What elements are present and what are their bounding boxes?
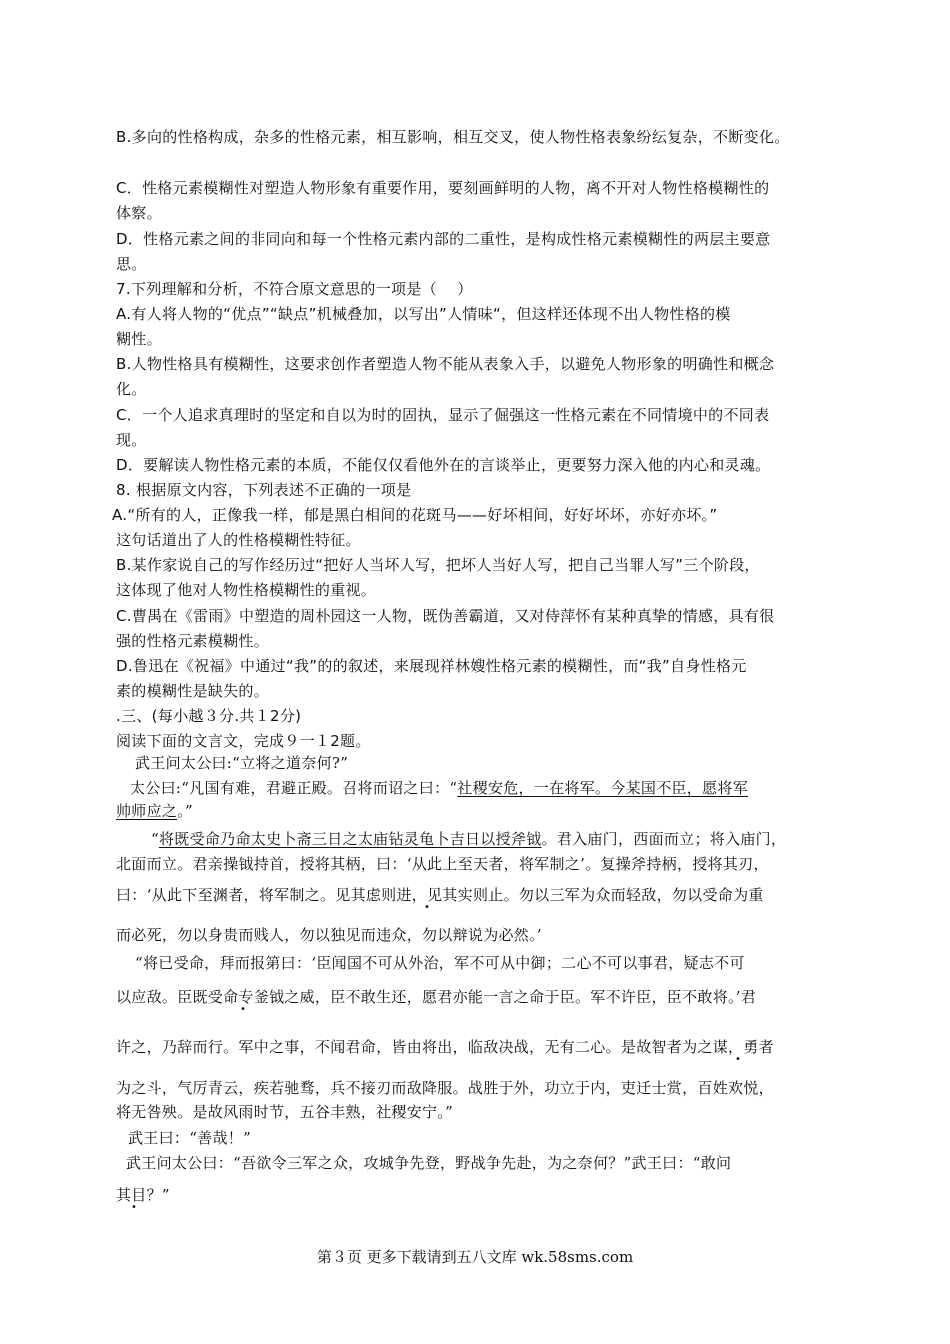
emphasis-dot: •	[424, 902, 430, 913]
classical-line-3-end: 。”	[177, 802, 193, 820]
emphasis-dot: •	[131, 1202, 137, 1213]
page-footer: 第３页 更多下载请到五八文库 wk.58sms.com	[316, 1248, 634, 1266]
classical-line-9: 以应敌。臣既受命专釜钺之威，臣不敢生还，愿君亦能一言之命于臣。军不许臣，臣不敢将。’君	[116, 988, 757, 1006]
option-c-line-cont: 体察。	[116, 204, 162, 222]
q8-option-a-cont: 这句话道出了人的性格模糊性特征。	[116, 531, 361, 549]
classical-line-3	[116, 800, 193, 821]
underlined-phrase-2: 帅师应之	[116, 802, 178, 820]
question-8: 8. 根据原文内容，下列表述不正确的一项是	[116, 481, 412, 499]
emphasis-dot: •	[240, 1004, 246, 1015]
reading-instruction: 阅读下面的文言文，完成９一１2题。	[116, 732, 371, 750]
classical-line-4-quote: “	[151, 830, 159, 848]
classical-line-2	[130, 777, 748, 798]
classical-line-10: 许之，乃辞而行。军中之事，不闻君命，皆由将出，临敌决战，无有二心。是故智者为之谋，勇者	[116, 1038, 774, 1056]
q8-option-b-cont: 这体现了他对人物性格模糊性的重视。	[116, 581, 377, 599]
classical-line-4	[151, 828, 786, 849]
classical-line-8: “将已受命，拜而报第曰：‘臣闻国不可从外治，军不可从中御；二心不可以事君，疑志不可	[135, 954, 745, 972]
underlined-phrase-1: 社稷安危，一在将军。今某国不臣，愿将军	[457, 779, 748, 797]
q7-option-c: C．一个人追求真理时的坚定和自以为时的固执，显示了倔强这一性格元素在不同情境中的不同表	[116, 406, 770, 424]
question-7: 7.下列理解和分析，不符合原文意思的一项是（ ）	[116, 280, 473, 298]
option-d-line: D．性格元素之间的非同向和每一个性格元素内部的二重性，是构成性格元素模糊性的两层主要意	[116, 230, 771, 248]
q7-option-a-cont: 糊性。	[116, 330, 162, 348]
section-three-heading: .三、(每小越３分.共１2分)	[116, 707, 302, 725]
q7-option-c-cont: 现。	[116, 431, 147, 449]
emphasis-dot: •	[735, 1054, 741, 1065]
q7-option-b-cont: 化。	[116, 380, 147, 398]
q7-option-d: D．要解读人物性格元素的本质，不能仅仅看他外在的言谈举止，更要努力深入他的内心和灵魂。	[116, 456, 771, 474]
option-d-line-cont: 思。	[116, 255, 147, 273]
q8-option-d-cont: 素的模糊性是缺失的。	[116, 682, 270, 700]
q7-option-b: B.人物性格具有模糊性，这要求创作者塑造人物不能从表象入手，以避免人物形象的明确性和概念	[116, 355, 775, 373]
q8-option-a: A.“所有的人，正像我一样，郁是黑白相间的花斑马——好坏相间，好好坏坏，亦好亦坏。”	[112, 506, 718, 524]
classical-line-15: 其目？”	[116, 1186, 170, 1204]
q7-option-a: A.有人将人物的“优点”“缺点”机械叠加，以写出”人情味“，但这样还体现不出人物性格的模	[116, 305, 731, 323]
classical-line-4-end: 。君入庙门，西面而立；将入庙门，	[541, 830, 787, 848]
q8-option-c-cont: 强的性格元素模糊性。	[116, 632, 270, 650]
classical-line-1: 武王问太公曰:“立将之道奈何?”	[135, 754, 349, 772]
underlined-sentence-break: 将既受命乃命太史卜斋三日之太庙钻灵龟卜吉日以授斧钺	[158, 830, 542, 848]
q8-option-c: C.曹禺在《雷雨》中塑造的周朴园这一人物，既伪善霸道，又对侍萍怀有某种真挚的情感，具有很	[116, 607, 775, 625]
classical-line-11: 为之斗，气厉青云，疾若驰骛，兵不接刃而敌降服。战胜于外，功立于内，吏迁士赏，百姓欢悦，	[116, 1079, 774, 1097]
classical-line-14: 武王问太公曰：“吾欲令三军之众，攻城争先登，野战争先赴，为之奈何？”武王曰：“敢问	[126, 1154, 732, 1172]
classical-line-2-start: 太公曰:“凡国有难，君避正殿。召将而诏之曰：“	[130, 779, 458, 797]
option-b-line: B.多向的性格构成，杂多的性格元素，相互影响，相互交叉，使人物性格表象纷纭复杂，不断变化。	[116, 128, 790, 146]
option-c-line: C．性格元素模糊性对塑造人物形象有重要作用，要刻画鲜明的人物，离不开对人物性格模糊性的	[116, 179, 770, 197]
classical-line-5: 北面而立。君亲操钺持首，授将其柄，曰：‘从此上至天者，将军制之’。复操斧持柄，授将其刃，	[116, 855, 769, 873]
classical-line-6: 曰：‘从此下至渊者，将军制之。见其虑则进，见其实则止。勿以三军为众而轻敌，勿以受命为重	[116, 886, 764, 904]
q8-option-d: D.鲁迅在《祝福》中通过“我”的的叙述，来展现祥林嫂性格元素的模糊性，而“我”自身性格元	[116, 657, 747, 675]
q8-option-b: B.某作家说自己的写作经历过“把好人当坏人写，把坏人当好人写，把自己当罪人写”三个阶段，	[116, 556, 760, 574]
classical-line-7: 而必死，勿以身贵而贱人，勿以独见而违众，勿以辩说为必然。’	[116, 926, 542, 944]
classical-line-13: 武王曰：“善哉！”	[128, 1129, 252, 1147]
classical-line-12: 将无咎殃。是故风雨时节，五谷丰熟，社稷安宁。”	[116, 1103, 454, 1121]
